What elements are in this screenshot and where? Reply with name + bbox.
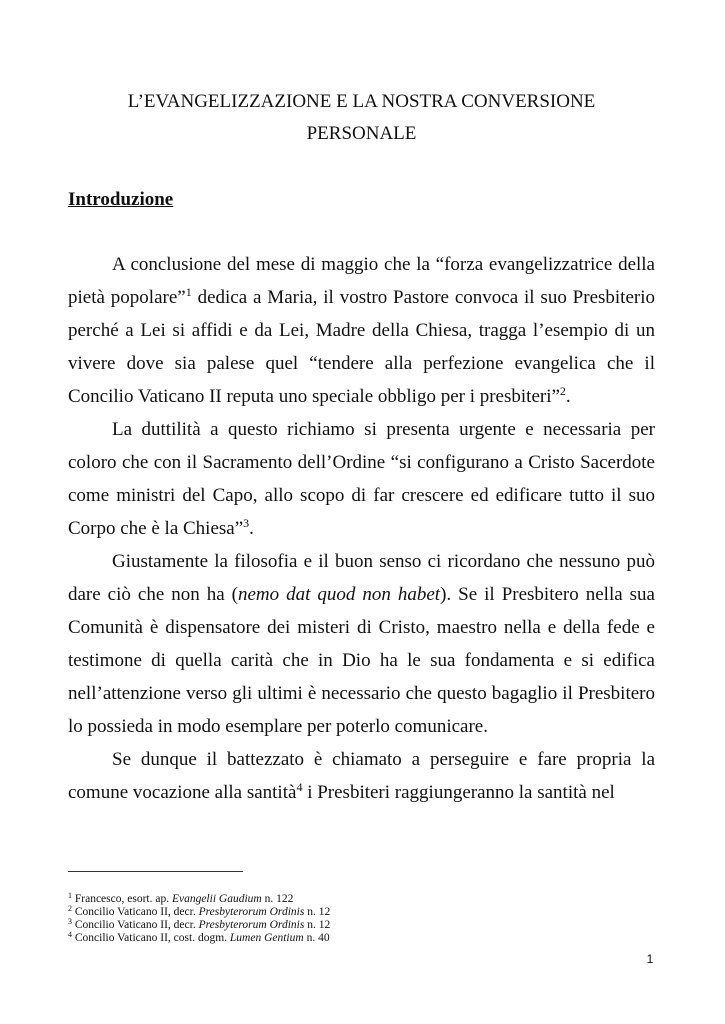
footnote [68,893,655,906]
document-title [68,86,655,150]
section-heading: Introduzione [68,189,174,210]
footnote-text: Concilio Vaticano II, decr. [72,906,199,918]
latin-phrase: nemo dat quod non habet [237,584,441,605]
footnote-ref: n. 12 [304,919,331,931]
footnote [68,919,655,932]
footnote-text: Concilio Vaticano II, decr. [72,919,199,931]
title-line-2: PERSONALE [306,123,417,144]
footnote-title: Lumen Gentium [229,932,304,944]
paragraph-4 [68,743,655,809]
footnote-number: 4 [68,930,72,939]
footnote-text: Concilio Vaticano II, cost. dogm. [72,932,230,944]
footnote-title: Presbyterorum Ordinis [198,906,305,918]
footnote-number: 3 [68,917,72,926]
footnote-text: Francesco, esort. ap. [72,893,172,905]
paragraph-4-text-b: i Presbiteri raggiungeranno la santità nel [302,782,615,803]
paragraph-2 [68,413,655,545]
paragraph-1-text-a: A conclusione del mese di maggio che la “forza evangelizzatrice della pietà popolare” [68,254,655,308]
footnotes [68,893,655,945]
footnote-ref-4: 4 [296,780,303,794]
paragraph-4-text-a: Se dunque il battezzato è chiamato a perseguire e fare propria la comune vocazione alla santità [68,749,655,803]
footnote-number: 1 [68,891,72,900]
paragraph-1 [68,248,655,413]
footnote-title: Presbyterorum Ordinis [198,919,305,931]
paragraph-3 [68,545,655,743]
title-line-1: L’EVANGELIZZAZIONE E LA NOSTRA CONVERSIONE [127,91,596,112]
footnote-ref-2: 2 [559,384,566,398]
footnote [68,906,655,919]
footnote-ref: n. 12 [304,906,331,918]
footnote-ref: n. 122 [261,893,294,905]
footnote-separator [68,871,243,872]
body-text [68,248,655,809]
paragraph-2-text-a: La duttilità a questo richiamo si presenta urgente e necessaria per coloro che con il Sacramento dell’Ordine “si configurano a Cristo Sacerdote come ministri del Capo, allo scopo di far crescere ed edificare tutto il suo Corpo che è la Chiesa” [68,419,655,539]
footnote-ref-3: 3 [243,516,250,530]
paragraph-1-text-c: . [565,386,571,407]
footnote [68,932,655,945]
footnote-ref: n. 40 [303,932,330,944]
page-number: 1 [646,952,654,966]
paragraph-3-text-a: Giustamente la filosofia e il buon senso ci ricordano che nessuno può dare ciò che non ha ( [68,551,655,605]
footnote-ref-1: 1 [185,285,192,299]
footnote-number: 2 [68,904,72,913]
paragraph-3-text-b: ). Se il Presbitero nella sua Comunità è dispensatore dei misteri di Cristo, maestro nella e della fede e testimone di quella carità che in Dio ha le sua fondamenta e si edifica nell’attenzione verso gli ultimi è necessario che questo bagaglio il Presbitero lo possieda in modo esemplare per poterlo comunicare. [68,584,655,737]
paragraph-2-text-b: . [249,518,254,539]
footnote-title: Evangelii Gaudium [171,893,262,905]
paragraph-1-text-b: dedica a Maria, il vostro Pastore convoca il suo Presbiterio perché a Lei si affidi e da Lei, Madre della Chiesa, tragga l’esempio di un vivere dove sia palese quel “tendere alla perfezione evangelica che il Concilio Vaticano II reputa uno speciale obbligo per i presbiteri” [68,287,655,407]
